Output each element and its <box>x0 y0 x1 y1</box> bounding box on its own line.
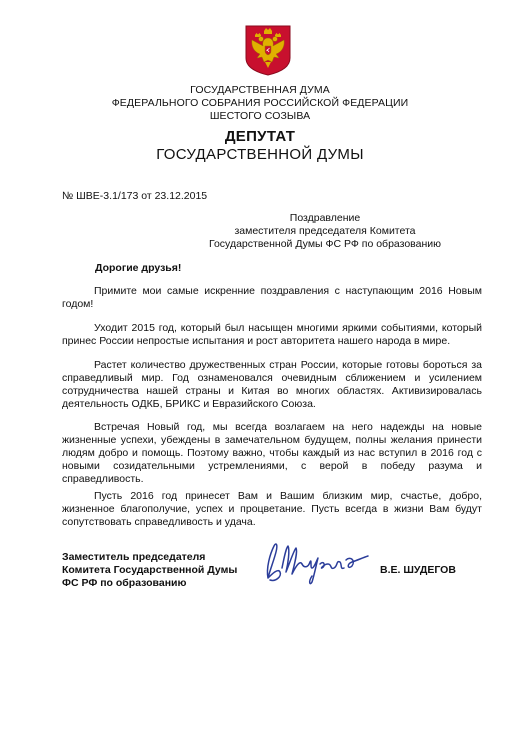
subject-line: Поздравление <box>289 212 361 224</box>
body-paragraph: Встречая Новый год, мы всегда возлагаем на него надежды на новые жизненные успехи, убеждены в замечательном будущем, полны желания принести людям добро и помощь. Поэтому важно, чтобы каждый из нас вступил в 2016 год с новыми созидательными устремлениями, с верой в победу разума и справедливость. <box>62 421 482 485</box>
handwritten-signature <box>262 538 374 588</box>
subject-line: заместителя председателя Комитета <box>234 225 416 237</box>
body-paragraph: Пусть 2016 год принесет Вам и Вашим близким мир, счастье, добро, жизненное благополучие, успех и процветание. Пусть всегда в жизни Вам будут сопутствовать справедливость и удача. <box>62 490 482 528</box>
signatory-position <box>62 551 237 590</box>
salutation: Дорогие друзья! <box>95 262 182 274</box>
body-paragraph: Примите мои самые искренние поздравления с наступающим 2016 Новым годом! <box>62 285 482 310</box>
subject-line: Государственной Думы ФС РФ по образованию <box>208 238 441 250</box>
deputy-title: ДЕПУТАТ <box>224 128 296 145</box>
body-paragraph: Уходит 2015 год, который был насыщен многими яркими событиями, который принес России непростые испытания и рост авторитета нашего народа в мире. <box>62 322 482 347</box>
position-line: Заместитель председателя <box>62 551 206 563</box>
document-number: № ШВЕ-3.1/173 от 23.12.2015 <box>62 190 208 202</box>
subject-block <box>170 212 480 251</box>
deputy-subtitle: ГОСУДАРСТВЕННОЙ ДУМЫ <box>156 146 364 163</box>
position-line: Комитета Государственной Думы <box>62 564 238 576</box>
body-paragraph: Растет количество дружественных стран России, которые готовы бороться за справедливый мир. Год ознаменовался очевидным сближением и усилением сотрудничества нашей страны и Китая во многих областях. Активизировалась деятельность ОДКБ, БРИКС и Евразийского Союза. <box>62 359 482 410</box>
org-name-line3: ШЕСТОГО СОЗЫВА <box>209 110 311 122</box>
org-name-line2: ФЕДЕРАЛЬНОГО СОБРАНИЯ РОССИЙСКОЙ ФЕДЕРАЦИИ <box>111 97 409 109</box>
coat-of-arms-icon <box>244 24 292 76</box>
position-line: ФС РФ по образованию <box>62 577 187 589</box>
signatory-name: В.Е. ШУДЕГОВ <box>380 564 456 576</box>
org-name-line1: ГОСУДАРСТВЕННАЯ ДУМА <box>190 84 330 96</box>
